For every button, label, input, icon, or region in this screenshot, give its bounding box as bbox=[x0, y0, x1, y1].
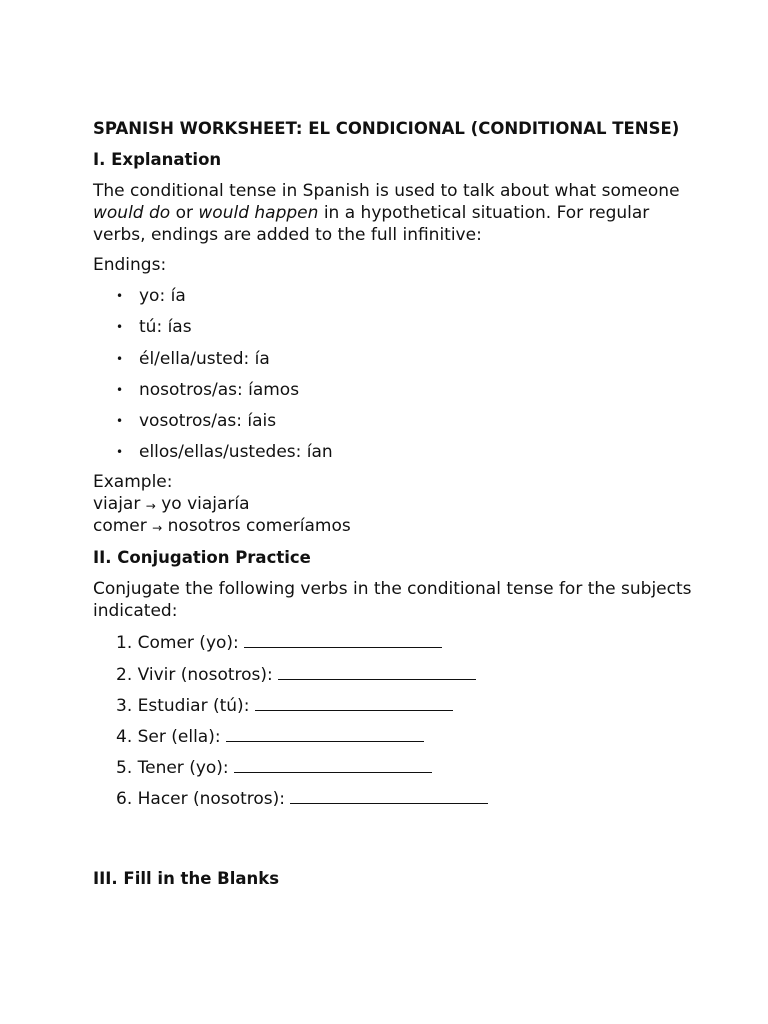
arrow-right-icon: → bbox=[152, 521, 163, 536]
endings-list bbox=[93, 285, 693, 463]
explanation-paragraph bbox=[93, 180, 693, 246]
list-item bbox=[93, 441, 693, 463]
bullet-icon: • bbox=[116, 351, 124, 366]
practice-item bbox=[93, 631, 693, 653]
ending-text: nosotros/as: íamos bbox=[139, 379, 300, 400]
section-explanation-heading: I. Explanation bbox=[93, 150, 222, 169]
practice-item bbox=[93, 756, 693, 778]
explanation-emphasis-1: would do bbox=[93, 203, 171, 223]
worksheet-title: SPANISH WORKSHEET: EL CONDICIONAL (CONDITIONAL TENSE) bbox=[93, 119, 680, 138]
answer-blank[interactable] bbox=[278, 663, 476, 680]
example-label: Example: bbox=[93, 472, 173, 493]
list-item bbox=[93, 316, 693, 338]
bullet-icon: • bbox=[116, 289, 124, 303]
ending-text: ellos/ellas/ustedes: ían bbox=[139, 442, 333, 463]
answer-blank[interactable] bbox=[234, 756, 432, 773]
bullet-icon: • bbox=[116, 382, 124, 397]
bullet-icon: • bbox=[116, 445, 124, 460]
practice-prompt: 3. Estudiar (tú): bbox=[116, 695, 255, 716]
answer-blank[interactable] bbox=[226, 725, 424, 742]
answer-blank[interactable] bbox=[255, 694, 453, 711]
practice-list bbox=[93, 631, 693, 809]
ending-text: él/ella/usted: ía bbox=[139, 348, 270, 369]
example-verb: viajar bbox=[93, 494, 141, 515]
example-verb: comer bbox=[93, 516, 147, 537]
example-conjugation: nosotros comeríamos bbox=[167, 516, 351, 537]
endings-label: Endings: bbox=[93, 255, 167, 275]
list-item bbox=[93, 379, 693, 401]
example-line-1 bbox=[93, 493, 693, 515]
practice-prompt: 1. Comer (yo): bbox=[116, 633, 245, 654]
ending-text: yo: ía bbox=[139, 286, 186, 306]
explanation-text-1: The conditional tense in Spanish is used to talk about what someone bbox=[93, 181, 680, 201]
answer-blank[interactable] bbox=[244, 631, 442, 648]
example-block bbox=[93, 471, 693, 537]
ending-text: tú: ías bbox=[139, 317, 192, 338]
list-item bbox=[93, 285, 693, 307]
list-item bbox=[93, 348, 693, 370]
practice-item bbox=[93, 694, 693, 716]
answer-blank[interactable] bbox=[290, 787, 488, 804]
explanation-text-2: or bbox=[170, 203, 199, 223]
practice-item bbox=[93, 725, 693, 747]
list-item bbox=[93, 410, 693, 432]
practice-prompt: 4. Ser (ella): bbox=[116, 727, 226, 748]
practice-item bbox=[93, 787, 693, 809]
practice-prompt: 2. Vivir (nosotros): bbox=[116, 664, 279, 685]
arrow-right-icon: → bbox=[145, 499, 156, 514]
explanation-text-3: in a hypothetical situation. For regular verbs, endings are added to the full infinitive: bbox=[93, 203, 650, 245]
ending-text: vosotros/as: íais bbox=[139, 411, 277, 432]
section-practice-heading: II. Conjugation Practice bbox=[93, 548, 311, 568]
bullet-icon: • bbox=[116, 320, 124, 335]
practice-instructions: Conjugate the following verbs in the conditional tense for the subjects indicated: bbox=[93, 579, 692, 622]
practice-prompt: 5. Tener (yo): bbox=[116, 758, 235, 779]
example-line-2 bbox=[93, 515, 693, 537]
worksheet-content bbox=[93, 118, 693, 819]
explanation-emphasis-2: would happen bbox=[198, 203, 319, 223]
example-conjugation: yo viajaría bbox=[161, 494, 250, 515]
practice-prompt: 6. Hacer (nosotros): bbox=[116, 789, 291, 810]
section-fill-blanks-heading: III. Fill in the Blanks bbox=[93, 869, 280, 888]
practice-item bbox=[93, 663, 693, 685]
bullet-icon: • bbox=[116, 414, 124, 429]
